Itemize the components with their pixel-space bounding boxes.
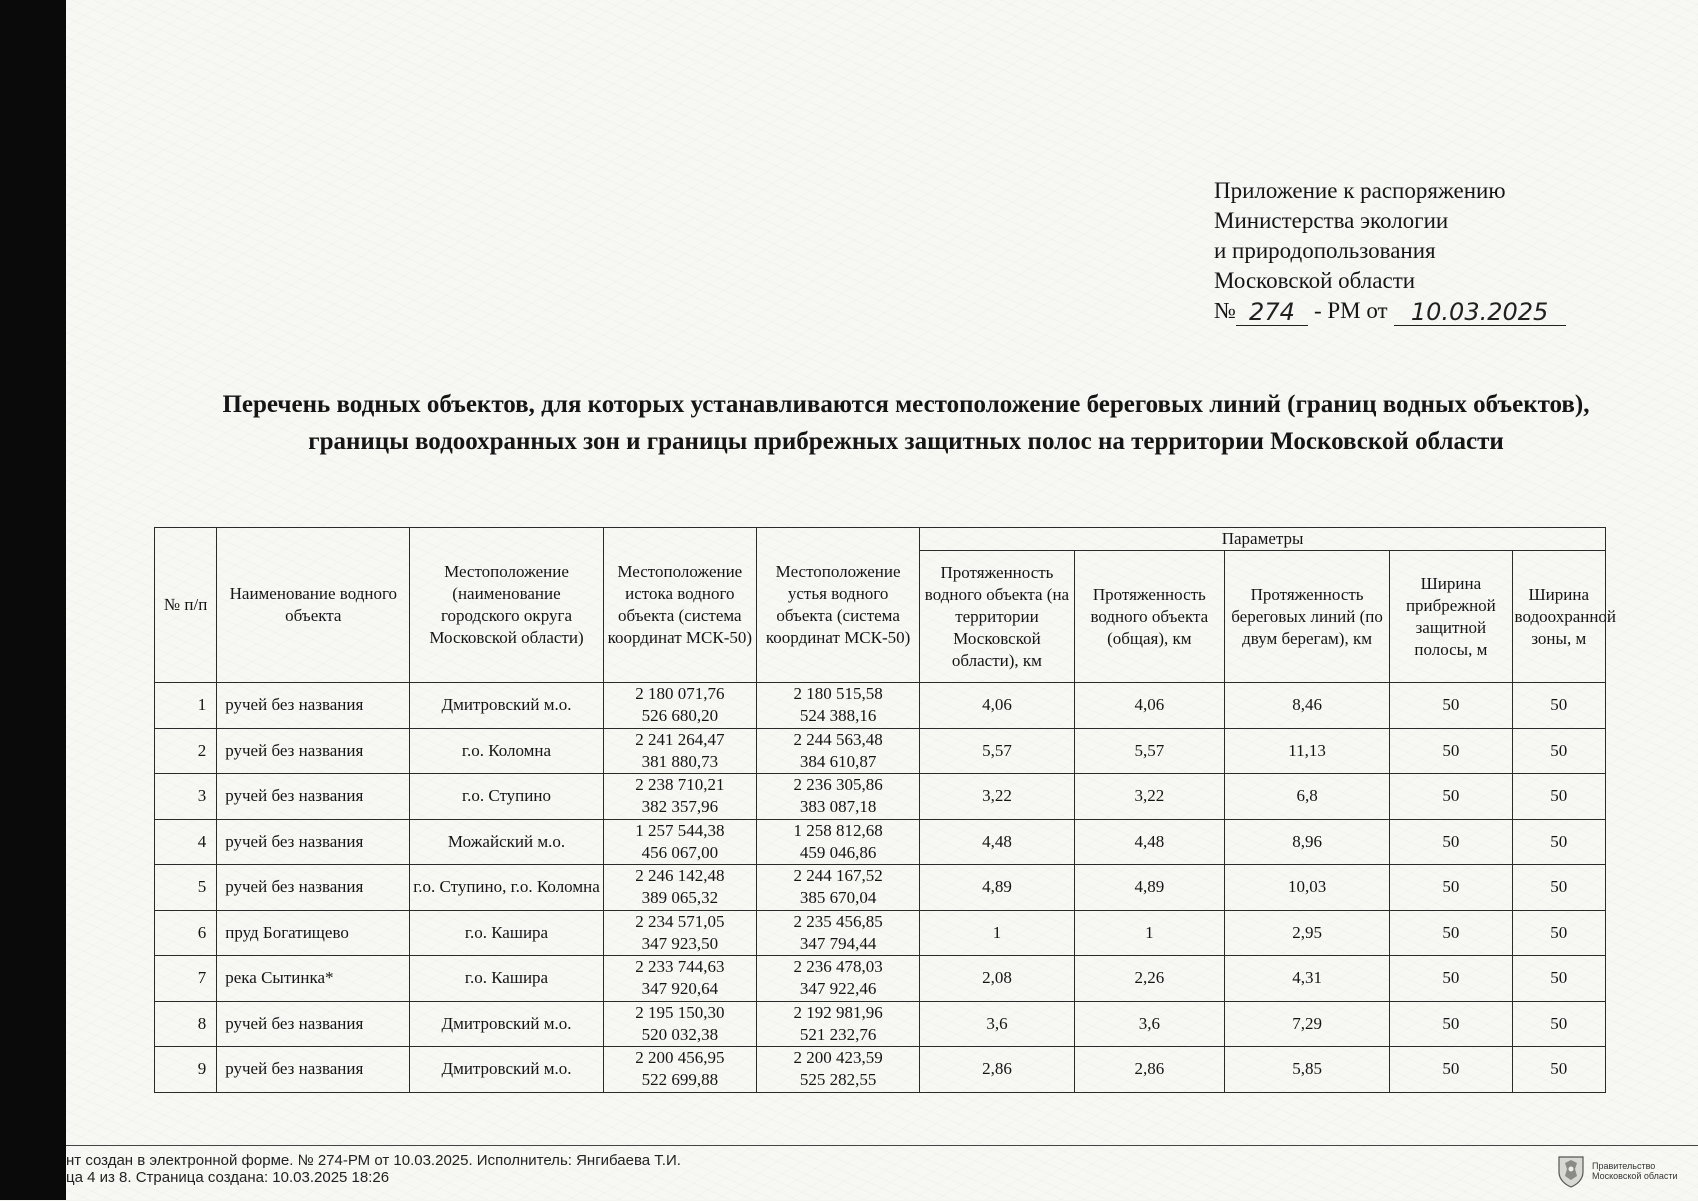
table-row [155, 819, 1606, 865]
mouth-y: 521 232,76 [799, 1024, 877, 1044]
source-x: 1 257 544,38 [635, 820, 725, 840]
cell-len-region: 1 [920, 910, 1075, 956]
mouth-x: 2 236 305,86 [793, 775, 883, 795]
cell-source [603, 819, 756, 865]
mouth-y: 459 046,86 [799, 842, 877, 862]
cell-name: ручей без названия [217, 683, 410, 729]
cell-source [603, 1047, 756, 1093]
cell-len-total: 3,22 [1074, 774, 1224, 820]
cell-location: Дмитровский м.о. [410, 1001, 603, 1047]
cell-len-region: 4,48 [920, 819, 1075, 865]
number-sign: № [1214, 298, 1236, 323]
source-y: 382 357,96 [641, 797, 719, 817]
cell-source [603, 865, 756, 911]
cell-len-total: 4,06 [1074, 683, 1224, 729]
cell-len-region: 2,08 [920, 956, 1075, 1002]
cell-num: 4 [155, 819, 217, 865]
government-logo [1556, 1154, 1678, 1188]
appendix-line-1: Приложение к распоряжению [1214, 178, 1506, 203]
cell-location: Дмитровский м.о. [410, 683, 603, 729]
mouth-x: 2 235 456,85 [793, 911, 883, 931]
cell-len-region: 3,22 [920, 774, 1075, 820]
header-source: Местоположение истока водного объекта (система координат МСК-50) [603, 528, 756, 683]
cell-name: ручей без названия [217, 728, 410, 774]
source-x: 2 241 264,47 [635, 729, 725, 749]
cell-coast: 50 [1390, 956, 1512, 1002]
cell-location: г.о. Коломна [410, 728, 603, 774]
table-row [155, 865, 1606, 911]
source-y: 526 680,20 [641, 706, 719, 726]
header-zone-width: Ширина водоохранной зоны, м [1512, 551, 1605, 683]
footer-text [66, 1152, 681, 1186]
cell-coast: 50 [1390, 1001, 1512, 1047]
rm-from-label: - РМ от [1313, 298, 1388, 323]
order-number: 274 [1236, 299, 1308, 326]
header-params: Параметры [920, 528, 1606, 551]
cell-zone: 50 [1512, 683, 1605, 729]
source-x: 2 234 571,05 [635, 911, 725, 931]
cell-len-total: 2,86 [1074, 1047, 1224, 1093]
cell-zone: 50 [1512, 774, 1605, 820]
cell-location: Можайский м.о. [410, 819, 603, 865]
footer-line-1: нт создан в электронной форме. № 274-РМ от 10.03.2025. Исполнитель: Янгибаева Т.И. [66, 1152, 681, 1169]
cell-mouth [757, 1047, 920, 1093]
cell-zone: 50 [1512, 728, 1605, 774]
cell-name: река Сытинка* [217, 956, 410, 1002]
header-len-region: Протяженность водного объекта (на территории Московской области), км [920, 551, 1075, 683]
cell-num: 9 [155, 1047, 217, 1093]
cell-shore: 11,13 [1224, 728, 1389, 774]
source-x: 2 200 456,95 [635, 1048, 725, 1068]
document-title: Перечень водных объектов, для которых устанавливаются местоположение береговых линий (границ водных объектов), границы водоохранных зон и границы прибрежных защитных полос на территории Московской области [222, 391, 1590, 455]
cell-name: ручей без названия [217, 774, 410, 820]
cell-len-total: 4,48 [1074, 819, 1224, 865]
mouth-y: 347 794,44 [799, 933, 877, 953]
mouth-y: 383 087,18 [799, 797, 877, 817]
source-x: 2 195 150,30 [635, 1002, 725, 1022]
cell-num: 5 [155, 865, 217, 911]
cell-len-total: 3,6 [1074, 1001, 1224, 1047]
cell-name: ручей без названия [217, 1001, 410, 1047]
cell-mouth [757, 1001, 920, 1047]
cell-name: ручей без названия [217, 819, 410, 865]
cell-mouth [757, 728, 920, 774]
cell-location: г.о. Ступино, г.о. Коломна [410, 865, 603, 911]
header-mouth: Местоположение устья водного объекта (система координат МСК-50) [757, 528, 920, 683]
cell-shore: 10,03 [1224, 865, 1389, 911]
cell-len-region: 2,86 [920, 1047, 1075, 1093]
cell-location: Дмитровский м.о. [410, 1047, 603, 1093]
source-y: 389 065,32 [641, 888, 719, 908]
coat-of-arms-icon [1556, 1154, 1586, 1188]
mouth-x: 2 192 981,96 [793, 1002, 883, 1022]
cell-zone: 50 [1512, 1047, 1605, 1093]
scan-edge [0, 0, 66, 1200]
mouth-y: 385 670,04 [799, 888, 877, 908]
mouth-y: 525 282,55 [799, 1070, 877, 1090]
cell-num: 3 [155, 774, 217, 820]
table-row [155, 1001, 1606, 1047]
header-len-total: Протяженность водного объекта (общая), км [1074, 551, 1224, 683]
cell-num: 2 [155, 728, 217, 774]
cell-coast: 50 [1390, 865, 1512, 911]
cell-shore: 8,96 [1224, 819, 1389, 865]
cell-location: г.о. Кашира [410, 910, 603, 956]
cell-name: ручей без названия [217, 1047, 410, 1093]
header-location: Местоположение (наименование городского округа Московской области) [410, 528, 603, 683]
cell-source [603, 956, 756, 1002]
cell-name: ручей без названия [217, 865, 410, 911]
cell-shore: 4,31 [1224, 956, 1389, 1002]
table-row [155, 728, 1606, 774]
document-footer [66, 1145, 1698, 1201]
header-shore-len: Протяженность береговых линий (по двум берегам), км [1224, 551, 1389, 683]
cell-name: пруд Богатищево [217, 910, 410, 956]
cell-shore: 7,29 [1224, 1001, 1389, 1047]
government-name [1592, 1161, 1678, 1181]
source-x: 2 246 142,48 [635, 866, 725, 886]
cell-zone: 50 [1512, 910, 1605, 956]
table-row [155, 910, 1606, 956]
mouth-x: 2 180 515,58 [793, 684, 883, 704]
cell-len-region: 4,06 [920, 683, 1075, 729]
cell-zone: 50 [1512, 819, 1605, 865]
order-date: 10.03.2025 [1394, 299, 1566, 326]
header-coast-width: Ширина прибрежной защитной полосы, м [1390, 551, 1512, 683]
cell-mouth [757, 865, 920, 911]
cell-shore: 6,8 [1224, 774, 1389, 820]
table-row [155, 683, 1606, 729]
appendix-line-3: и природопользования [1214, 238, 1436, 263]
cell-mouth [757, 956, 920, 1002]
mouth-x: 2 244 563,48 [793, 729, 883, 749]
cell-mouth [757, 819, 920, 865]
cell-coast: 50 [1390, 910, 1512, 956]
header-num: № п/п [155, 528, 217, 683]
mouth-x: 1 258 812,68 [793, 820, 883, 840]
cell-source [603, 728, 756, 774]
table-row [155, 1047, 1606, 1093]
cell-len-total: 1 [1074, 910, 1224, 956]
appendix-block [1214, 176, 1674, 326]
cell-coast: 50 [1390, 683, 1512, 729]
cell-len-total: 2,26 [1074, 956, 1224, 1002]
gov-line-2: Московской области [1592, 1171, 1678, 1181]
cell-len-total: 4,89 [1074, 865, 1224, 911]
cell-len-region: 5,57 [920, 728, 1075, 774]
source-y: 347 920,64 [641, 979, 719, 999]
cell-len-region: 4,89 [920, 865, 1075, 911]
cell-coast: 50 [1390, 1047, 1512, 1093]
table-row [155, 956, 1606, 1002]
cell-num: 6 [155, 910, 217, 956]
cell-zone: 50 [1512, 1001, 1605, 1047]
order-number-line [1214, 296, 1674, 326]
cell-coast: 50 [1390, 728, 1512, 774]
appendix-line-4: Московской области [1214, 268, 1416, 293]
header-name: Наименование водного объекта [217, 528, 410, 683]
cell-location: г.о. Кашира [410, 956, 603, 1002]
mouth-y: 524 388,16 [799, 706, 877, 726]
source-y: 456 067,00 [641, 842, 719, 862]
cell-source [603, 910, 756, 956]
cell-shore: 5,85 [1224, 1047, 1389, 1093]
source-x: 2 180 071,76 [635, 684, 725, 704]
appendix-line-2: Министерства экологии [1214, 208, 1449, 233]
cell-mouth [757, 774, 920, 820]
cell-zone: 50 [1512, 956, 1605, 1002]
cell-num: 1 [155, 683, 217, 729]
mouth-x: 2 200 423,59 [793, 1048, 883, 1068]
mouth-y: 347 922,46 [799, 979, 877, 999]
water-objects-table [154, 527, 1617, 1093]
cell-source [603, 774, 756, 820]
footer-line-2: ца 4 из 8. Страница создана: 10.03.2025 18:26 [66, 1169, 390, 1186]
source-y: 347 923,50 [641, 933, 719, 953]
cell-mouth [757, 683, 920, 729]
source-y: 381 880,73 [641, 751, 719, 771]
table-row [155, 774, 1606, 820]
cell-source [603, 1001, 756, 1047]
source-x: 2 233 744,63 [635, 957, 725, 977]
source-x: 2 238 710,21 [635, 775, 725, 795]
cell-source [603, 683, 756, 729]
mouth-y: 384 610,87 [799, 751, 877, 771]
cell-zone: 50 [1512, 865, 1605, 911]
cell-location: г.о. Ступино [410, 774, 603, 820]
cell-len-total: 5,57 [1074, 728, 1224, 774]
cell-mouth [757, 910, 920, 956]
gov-line-1: Правительство [1592, 1161, 1656, 1171]
header-row-1 [155, 528, 1606, 551]
cell-len-region: 3,6 [920, 1001, 1075, 1047]
cell-coast: 50 [1390, 819, 1512, 865]
cell-coast: 50 [1390, 774, 1512, 820]
cell-num: 8 [155, 1001, 217, 1047]
source-y: 520 032,38 [641, 1024, 719, 1044]
document-page [66, 0, 1698, 1200]
cell-shore: 8,46 [1224, 683, 1389, 729]
cell-shore: 2,95 [1224, 910, 1389, 956]
source-y: 522 699,88 [641, 1070, 719, 1090]
mouth-x: 2 244 167,52 [793, 866, 883, 886]
mouth-x: 2 236 478,03 [793, 957, 883, 977]
cell-num: 7 [155, 956, 217, 1002]
